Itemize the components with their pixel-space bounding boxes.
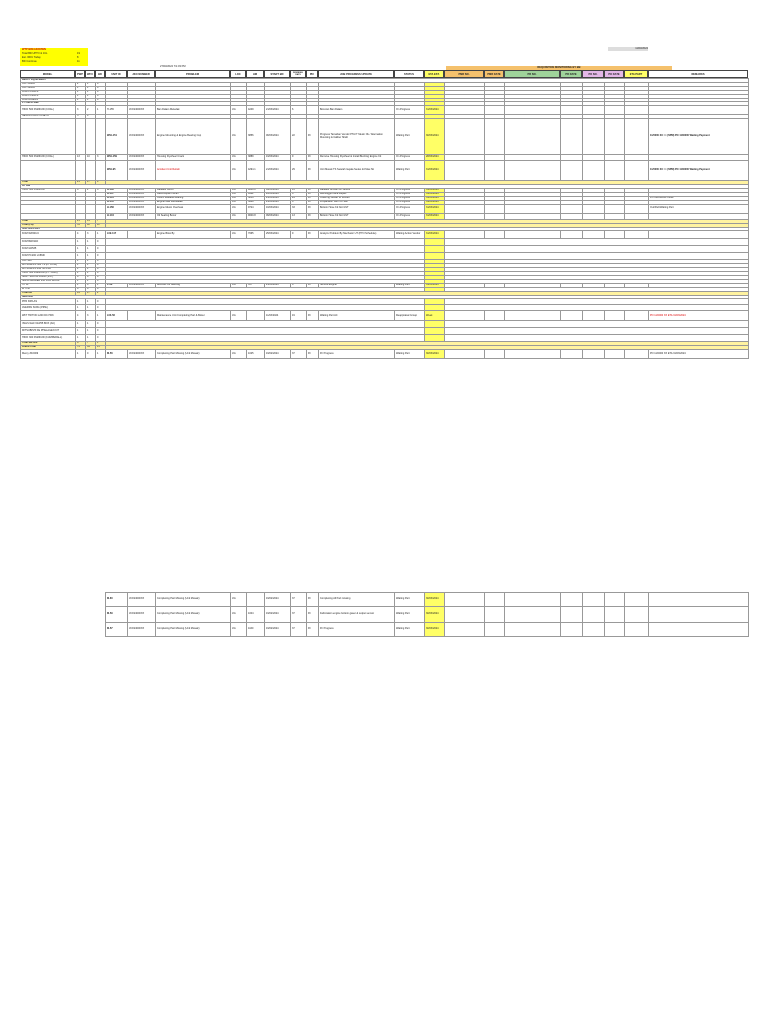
col-model: MODEL — [20, 70, 75, 78]
table-row: KOM BW211D 1 1 0 — [21, 239, 749, 246]
total-row: Total Service 8 7 1 — [21, 342, 749, 346]
table-row: WT Lift 0 0 0 — [21, 287, 749, 291]
col-status: STATUS — [394, 70, 424, 78]
col-bd: BD — [95, 70, 105, 78]
total-row: Total BD 19 17 2 — [21, 291, 749, 295]
table-row: H-161 JKO24000XX Clutch Release Bearing JIA 5256 21/03/2024 29 Pc Ordering Vessel To Vendor On Progress 31/03/2024 PO 181011124 Close — [21, 196, 749, 200]
table-row: MITSUBISHI FE PHELAGEN KIT 1 1 0 — [21, 328, 749, 335]
table-row: MITSUBISHI 240 HD FLR 1 1 0 — [21, 268, 749, 272]
total-row: Grand Total 79 64 15 — [21, 346, 749, 350]
col-pmr-date: PMR DATE — [484, 70, 504, 78]
table-row: PPR 30PLAS 1 1 0 — [21, 299, 749, 305]
col-eta-part: ETA PART — [624, 70, 648, 78]
table-row: H-144 JKO24000XX Oil Sealing Bocor JIA 9000.8 09/03/2024 13 Pc Bottom Hose Kit Not GST On Progress 31/03/2024 — [21, 213, 749, 219]
total-row: Total 21 14 7 — [21, 219, 749, 223]
table-row: HINO 500 FM260JD (COAL) 3 2 1 H-155 JKO24000XX Ban Dalam Meledak JIA 4249 21/03/2024 6 Bocoran Ban Dalam On Progress 31/03/2024 — [21, 106, 749, 115]
col-job-update: JOB PROGRESS UPDATE — [318, 70, 394, 78]
section-header: GT HM — [21, 185, 749, 189]
table-row: HINO 500 FM260JD 8 2 6 H-160 JKO24000XX Radiator Bocor JIA 9000.8 09/03/2024 13 Pc Radiator Antrian Ke Vendor On Progress 31/03/2024 — [21, 189, 749, 193]
legend-box — [20, 48, 88, 66]
table-row: H-155 JKO24000XX Engine Mati Mendadak JIA 5089 21/03/2024 6 Pc Preparation With On Site On Progress 31/03/2024 — [21, 200, 749, 204]
col-pic: PIC — [306, 70, 318, 78]
section-header: SERVICE — [21, 295, 749, 299]
table-row: SANY SANTAI 10000 (SST) 0 0 0 — [21, 276, 749, 280]
col-pr-no: PR NO. — [504, 70, 560, 78]
legend-row: BD Continue 11 — [22, 60, 80, 63]
report-time: 27/03/2024 7/1:03 PM — [160, 65, 186, 68]
total-row: Total (FN) 51 40 11 — [21, 223, 749, 227]
table-row: KOM D85ESS 1 1 0 — [21, 98, 749, 102]
table-row: KOM PC200 LC8M0 1 1 0 — [21, 253, 749, 260]
section-header: SUB SUPPORT — [21, 227, 749, 231]
table-row: WFT TRITON L200 DC HDK 4 3 1 L03-56 Maintenance Unit Completing Part & Boker JIA 11/03/2024 19 Pc Waiting Part AC Reappraisal Group Week PO 11/0000 XX ETA 31/03/2024 — [21, 311, 749, 321]
table-row: HINO 500 FM260JD (FT. TANK) 1 1 0 — [21, 272, 749, 276]
main-grid — [20, 78, 749, 359]
legend-row: WTP BREAKDOWN — [22, 48, 46, 51]
col-working-days: WORKING DAYS — [290, 70, 306, 78]
col-wfu: WFU — [85, 70, 95, 78]
table-row: Mercy ZF2009 1 0 1 M-56 JKO24000XX Completing Part Missing (Unit Mosaic) JIA 1025 19/02/2024 37 Pc Pc Progress Waiting Part 30/03/2024 PO 11/0000 XX ETA 31/03/2024 — [21, 350, 749, 359]
col-hm: HM — [246, 70, 264, 78]
table-row: KOM PC300-8 1 1 0 — [21, 90, 749, 94]
table-row: NEW ASTRA 2TONETO 5 4 — [21, 115, 749, 119]
col-po-no: PO NO. — [582, 70, 604, 78]
table-row: LT FIELD WEL — [21, 102, 749, 106]
col-po-date: PO DATE — [604, 70, 624, 78]
table-row: CAT 336D2 2 1 0 — [21, 82, 749, 86]
table-row: H-147 JKO24000XX Kaca Depan Pecah JIA 8562 26/03/2024 6 Pc Menunggu Kaca Depan On Progress 31/03/2024 — [21, 192, 749, 196]
table-row: AVEDSN SC8G (PIPE) 1 1 0 — [21, 305, 749, 311]
col-pmr-no: PMR NO. — [444, 70, 484, 78]
legend-row: Est. WFU Today 8 — [22, 56, 79, 59]
table-row: HINO 500 FM260JD (COAL) 13 10 3 W/H-159 JKO24000XX Housing Flywheel Crack JIA 3889 19/03/2024 9 Pc Remove Housing Flywheel & Install Bushing Engine Kit On Progress 28/03/2024 — [21, 155, 749, 161]
table-row: CAT 910 1 1 0 — [21, 260, 749, 264]
col-problem: PROBLEM — [155, 70, 230, 78]
table-row: KOM PC200-8 1 1 0 — [21, 94, 749, 98]
table-row: MITSUBISHI 500 TS (FT LOW) 1 1 0 — [21, 264, 749, 268]
table-row: H-158 JKO24000XX Engine Mesin Overheat JIA 9724 16/03/2024 33 Pc Bottom Hose Kit Not GST On Progress 31/03/2024 Out/Part/Waiting Part — [21, 204, 749, 213]
col-pwp: PWP — [75, 70, 85, 78]
table-row: M-57 JKO24000XX Completing Part Missing (Unit Mosaic) JIA 1160 19/02/2024 37 Pc Pc Progress Waiting Part 30/03/2024 — [106, 623, 749, 637]
col-unit-id: UNIT ID — [105, 70, 127, 78]
table-row: SDLG GRADER 230 FOR BOOM 1 1 0 — [21, 279, 749, 283]
col-pr-date: PR DATE — [560, 70, 582, 78]
table-row: ISUZU ELF NLR55 BOX (AC) 1 1 0 — [21, 321, 749, 328]
table-row: M-60 JKO24000XX Completing Part Missing (Unit Mosaic) JIA 19/02/2024 37 Pc Completing All Part missing Waiting Part 30/03/2024 — [106, 593, 749, 607]
table-row: HT 11 1 0 1 P-38 JKO24000XX Bocoran Oli Steering JIA 357 21/03/2024 6 Pc Service Engine Waiting Part 31/03/2024 — [21, 283, 749, 287]
requisition-header: REQUISITION MONITORING BY BB — [446, 66, 672, 70]
col-loc: LOC — [230, 70, 246, 78]
table-row: KOM GD535 1 1 0 — [21, 246, 749, 253]
lower-grid — [105, 592, 749, 637]
total-row: Total 21 17 4 — [21, 181, 749, 185]
col-start-bd: START BD — [264, 70, 290, 78]
legend-row: Total BD UPTO & JUL 19 — [22, 52, 80, 55]
col-eta: ETA EST. — [424, 70, 444, 78]
table-row: M-59 JKO24000XX Completing Part Missing (Unit Mosaic) JIA 1004 19/02/2024 37 Pc Fabrication engine bottom gaser & output sensor Waiting Part 30/03/2024 — [106, 607, 749, 623]
table-row: CAT 320D2 1 1 0 — [21, 86, 749, 90]
table-row: HINO 300 FM260JD (KUMPERALL) 1 1 0 — [21, 335, 749, 342]
section-header: HEAVY EQUIPMENT — [21, 79, 749, 83]
table-row: W/H-95 JKO24000XX Accident Unit Rebah JIA 4294.1 21/03/2024 29 Pc Unit Masuk TS Setelah Gejala Sedes 2d Mau Sti Waiting Part 31/03/2024 11/0000 XX => (SPM) PO 1130000 Waiting Payment — [21, 161, 749, 181]
col-remarks: REMARKS — [648, 70, 748, 78]
col-jko: JKO NUMBER — [127, 70, 155, 78]
top-date: 11/03/2024 — [608, 47, 648, 51]
table-row: W/H-151 JKO24000XX Engine Mounting & Engine Bearing Cup JIA 3856 06/03/2024 22 Pc Progress Tamahan Vendor PTA IT Mesin Ok / Alternation Mounting & Caliber Shaft Waiting Part 30/03/2024 11/0000 XX => (SPM) PO 1130000 Waiting Payment — [21, 119, 749, 155]
table-row: KOM WA500-6 4 3 1 L09-117 Engine Blow By JIA 7665 25/03/2024 9 Pc Analyze Problem By Mechanic UT (PTN Schedule) Waiting Action Vendor 31/03/2024 — [21, 231, 749, 239]
